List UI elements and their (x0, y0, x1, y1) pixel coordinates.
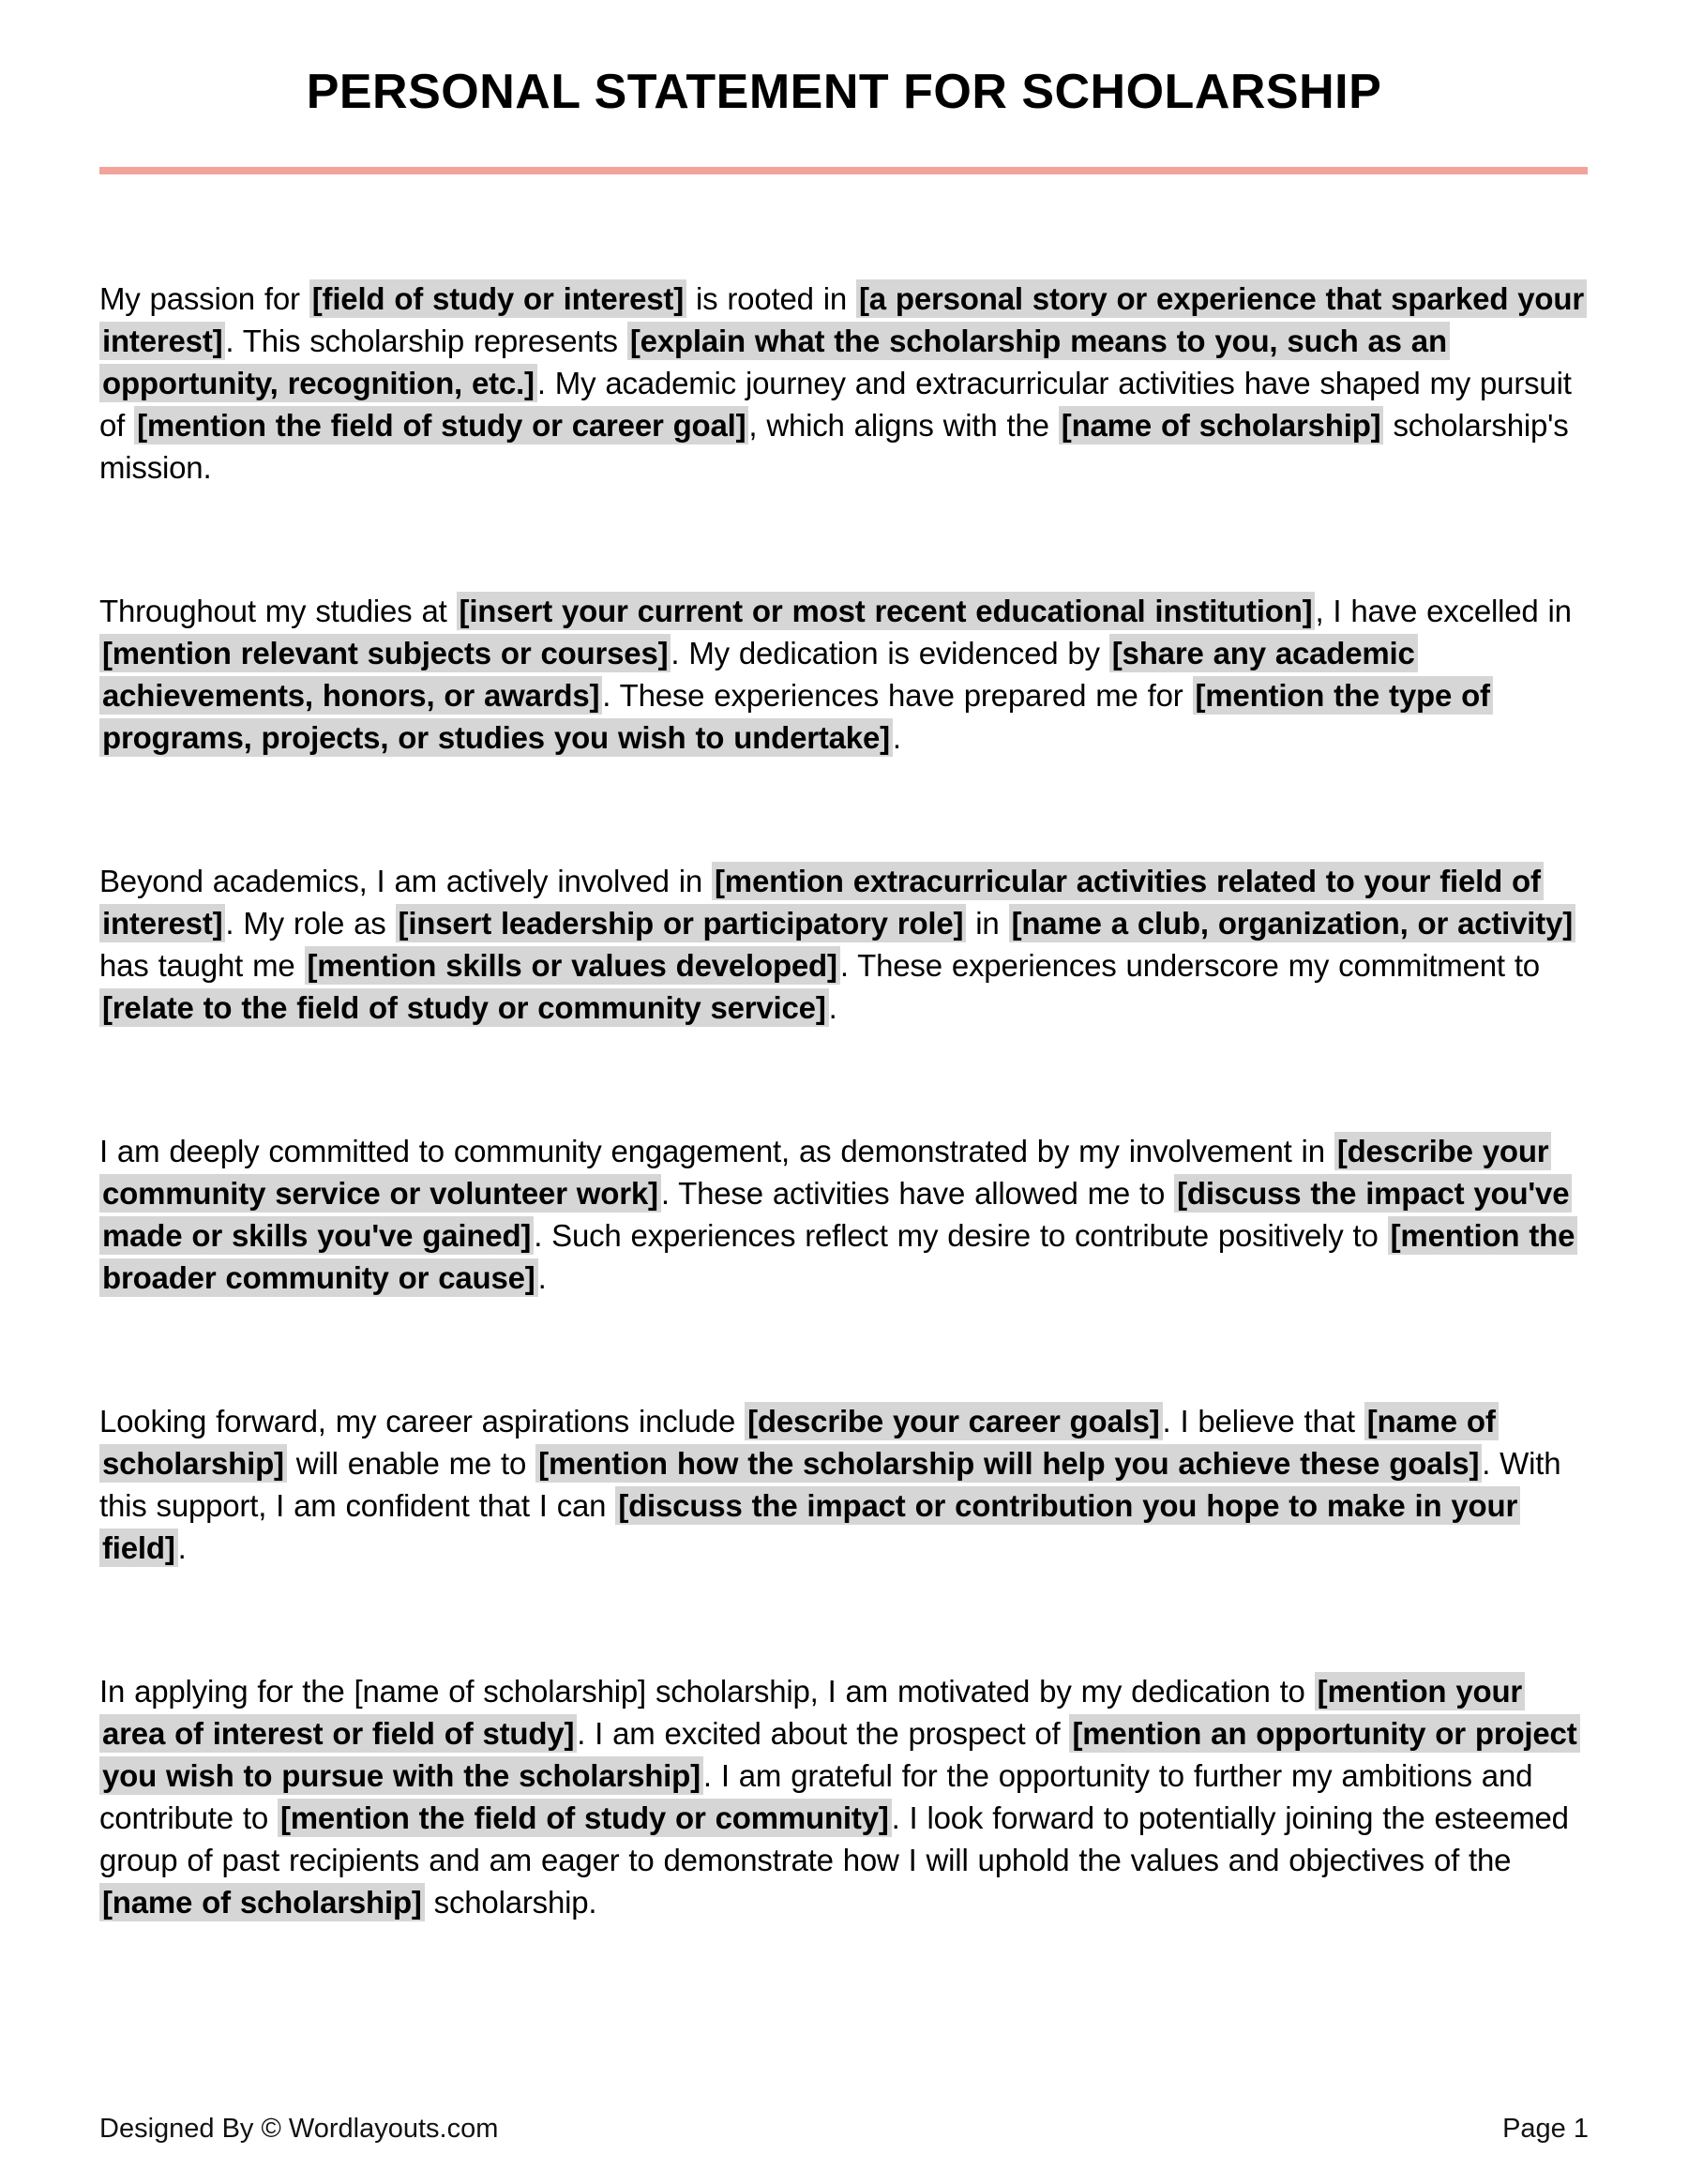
placeholder-field: [describe your community service or volunteer work] (99, 1132, 1551, 1212)
text-run: , which aligns with the (748, 408, 1059, 443)
placeholder-field: [mention extracurricular activities related to your field of interest] (99, 862, 1544, 942)
placeholder-field: [mention how the scholarship will help you achieve these goals] (535, 1444, 1482, 1483)
text-run: . With this support, I am confident that I can (99, 1446, 1561, 1523)
text-run: . I look forward to potentially joining the esteemed group of past recipients and am eager to demonstrate how I will uphold the values and objectives of the (99, 1800, 1569, 1877)
title-divider-rule (99, 167, 1588, 174)
placeholder-field: [share any academic achievements, honors, or awards] (99, 634, 1418, 715)
page-footer (99, 2114, 1589, 2145)
paragraph (99, 590, 1589, 759)
text-run: . I am grateful for the opportunity to further my ambitions and contribute to (99, 1758, 1533, 1835)
text-run: is rooted in (686, 281, 856, 316)
text-run: . This scholarship represents (225, 324, 627, 358)
placeholder-field: [discuss the impact you've made or skills you've gained] (99, 1174, 1572, 1255)
designer-credit: Designed By © Wordlayouts.com (99, 2114, 499, 2144)
text-run: . I believe that (1162, 1404, 1364, 1438)
paragraph (99, 860, 1589, 1029)
paragraph (99, 1670, 1589, 1923)
paragraph (99, 278, 1589, 489)
text-run: . These experiences have prepared me for (602, 678, 1193, 713)
placeholder-field: [name of scholarship] (99, 1883, 425, 1921)
text-run: I am deeply committed to community engagement, as demonstrated by my involvement in (99, 1134, 1334, 1168)
placeholder-field: [mention the broader community or cause] (99, 1216, 1577, 1297)
placeholder-field: [insert leadership or participatory role] (396, 904, 967, 942)
text-run: Looking forward, my career aspirations include (99, 1404, 746, 1438)
placeholder-field: [describe your career goals] (745, 1402, 1162, 1440)
placeholder-field: [name of scholarship] (99, 1402, 1499, 1483)
text-run: will enable me to (286, 1446, 536, 1481)
text-run: . (892, 720, 901, 755)
placeholder-field: [field of study or interest] (309, 279, 686, 318)
paragraph (99, 1400, 1589, 1569)
placeholder-field: [name a club, organization, or activity] (1009, 904, 1575, 942)
placeholder-field: [mention the type of programs, projects, or studies you wish to undertake] (99, 676, 1493, 757)
text-run: . These activities have allowed me to (660, 1176, 1175, 1211)
text-run: . Such experiences reflect my desire to contribute positively to (534, 1218, 1388, 1253)
placeholder-field: [mention your area of interest or field of study] (99, 1672, 1525, 1753)
placeholder-field: [a personal story or experience that sparked your interest] (99, 279, 1587, 360)
placeholder-field: [explain what the scholarship means to you, such as an opportunity, recognition, etc.] (99, 322, 1450, 402)
text-run: . My role as (225, 906, 396, 941)
text-run: in (966, 906, 1009, 941)
text-run: . My academic journey and extracurricular activities have shaped my pursuit of (99, 366, 1572, 443)
placeholder-field: [discuss the impact or contribution you hope to make in your field] (99, 1486, 1520, 1567)
paragraph (99, 1130, 1589, 1299)
text-run: has taught me (99, 948, 305, 983)
placeholder-field: [name of scholarship] (1059, 406, 1384, 444)
placeholder-field: [mention the field of study or community] (278, 1799, 892, 1837)
page-number: Page 1 (1502, 2114, 1589, 2144)
placeholder-field: [mention skills or values developed] (305, 946, 840, 985)
text-run: . My dedication is evidenced by (671, 636, 1109, 670)
placeholder-field: [mention relevant subjects or courses] (99, 634, 671, 672)
text-run: . These experiences underscore my commitment to (839, 948, 1540, 983)
placeholder-field: [insert your current or most recent educational institution] (457, 592, 1316, 630)
text-run: . (537, 1260, 547, 1295)
document-body (99, 278, 1589, 2025)
text-run: . (177, 1530, 187, 1565)
text-run: Throughout my studies at (99, 594, 457, 628)
placeholder-field: [mention an opportunity or project you wish to pursue with the scholarship] (99, 1714, 1580, 1795)
text-run: In applying for the [name of scholarship] scholarship, I am motivated by my dedication to (99, 1674, 1315, 1709)
text-run: . (828, 990, 837, 1025)
placeholder-field: [mention the field of study or career goal] (134, 406, 748, 444)
text-run: scholarship. (424, 1885, 597, 1920)
text-run: . I am excited about the prospect of (577, 1716, 1070, 1751)
text-run: My passion for (99, 281, 309, 316)
text-run: scholarship's mission. (99, 408, 1569, 485)
page-title: PERSONAL STATEMENT FOR SCHOLARSHIP (306, 65, 1382, 119)
text-run: Beyond academics, I am actively involved in (99, 864, 713, 898)
placeholder-field: [relate to the field of study or community service] (99, 988, 829, 1027)
text-run: , I have excelled in (1315, 594, 1572, 628)
